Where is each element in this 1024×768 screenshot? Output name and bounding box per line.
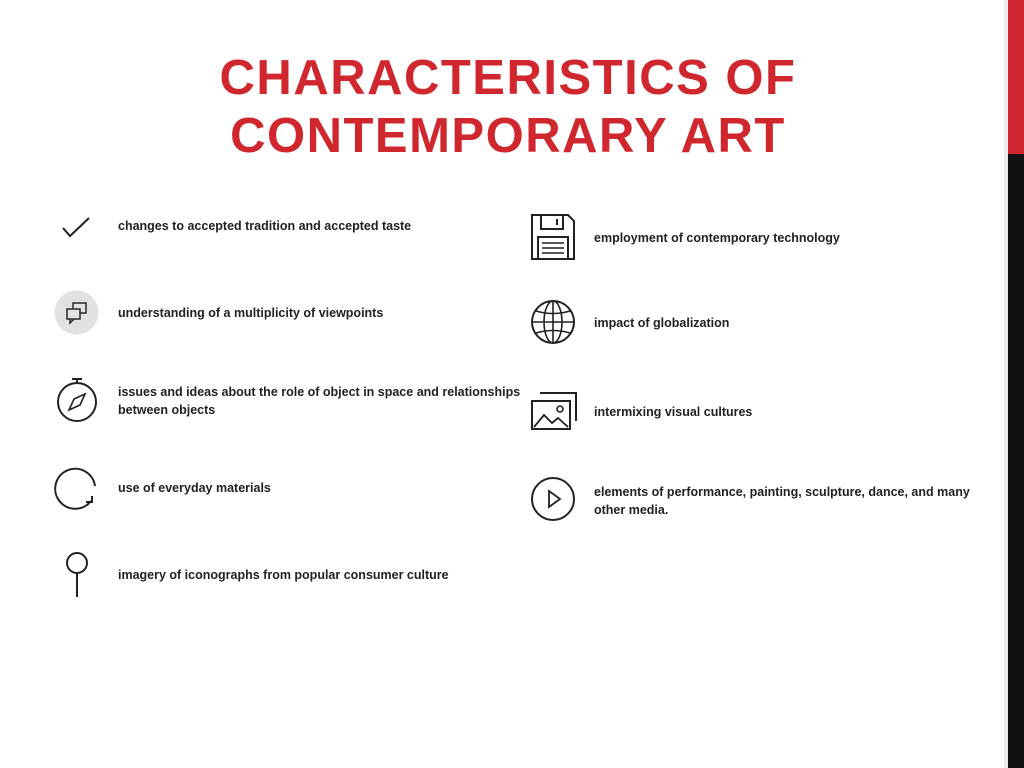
page-title [0,49,1016,165]
item-text: understanding of a multiplicity of viewpoints [118,306,384,320]
map-pin-icon [64,551,90,599]
item-text: intermixing visual cultures [594,405,753,419]
compass-icon [54,376,100,424]
title-line-1: CHARACTERISTICS OF [219,51,797,105]
title-line-2: CONTEMPORARY ART [230,109,786,163]
globe-icon [530,299,576,345]
chat-bubbles-icon [54,290,99,335]
item-text: issues and ideas about the role of object in space and relationships between objects [118,385,521,417]
item-text: employment of contemporary technology [594,231,840,245]
play-circle-icon [530,476,576,522]
item-text: imagery of iconographs from popular consumer culture [118,568,449,582]
item-text: changes to accepted tradition and accepted taste [118,219,412,233]
item-text: use of everyday materials [118,481,271,495]
refresh-circle-icon [53,464,101,512]
item-text: impact of globalization [594,316,730,330]
images-icon [530,391,578,431]
checkmark-icon [60,214,92,240]
floppy-disk-icon [530,213,576,261]
slide-accent-bar-black [1008,154,1024,768]
item-text: elements of performance, painting, sculpture, dance, and many other media. [594,485,970,517]
